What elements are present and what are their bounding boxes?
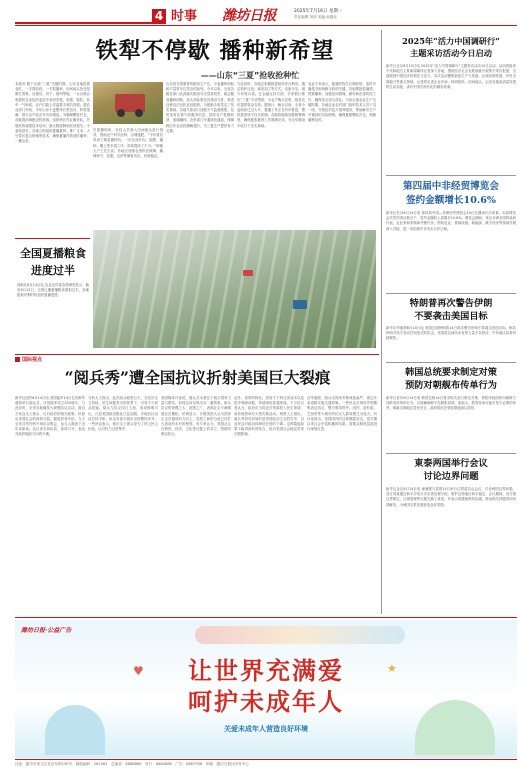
story4-body: 新华社首尔6月14日电 韩国总统14日要求相关部门制定对策，预防民间团体向朝鲜方向散发传单的行为，以缓解朝鲜半岛紧张局势。他表示，散发传单可能引发不必要的冲突，威胁边境地区居民安全，政府将依法采取措施加以管控。 bbox=[386, 396, 516, 411]
paper-name-logo: 潍坊日报 bbox=[222, 8, 276, 24]
right-divider bbox=[386, 175, 516, 176]
harvester-wheel bbox=[135, 109, 143, 117]
masthead-rule bbox=[15, 25, 517, 26]
section-name: 时事 bbox=[171, 9, 198, 24]
masthead bbox=[0, 0, 530, 30]
section-tag-marker bbox=[15, 357, 20, 362]
banner-logo: 潍坊日报·公益广告 bbox=[21, 627, 72, 634]
feature-body-col1: 新华社纽约6月14日电 美国陆军14日在首都华盛顿举行阅兵式，庆祝陆军成立250周年。与此同时，全美各地爆发大规模抗议活动，数百万民众走上街头，反对政府的相关政策，折射出美国社会的深刻分裂。据组织者介绍，当天全美共有约两千场抗议集会，参与人数创下近年来新高。抗议者手持标语，高呼口号，表达对政府施政方向的不满。 bbox=[15, 396, 85, 437]
banner-star-icon: ★ bbox=[387, 662, 397, 675]
banner-ribbon bbox=[195, 626, 405, 644]
banner-slogan-2: 呵护未成年人 bbox=[188, 687, 344, 716]
story4-title: 韩国总统要求制定对策 bbox=[405, 367, 497, 378]
story1-body: 新华社北京6月15日电 2025年“活力中国调研行”主题采访活动15日启动。活动将组织中央和地方主要新闻媒体记者深入各地，围绕经济社会发展成就开展集中采访报道，全面展现中国经济的韧性与活力。本次活动聚焦新质生产力发展、区域协调发展、乡村全面振兴等重点领域，记者将走进企业车间、科研院所、田间地头，记录各地高质量发展的生动实践，讲好中国式现代化的精彩故事。 bbox=[386, 64, 516, 89]
banner-slogan-1: 让世界充满爱 bbox=[188, 656, 344, 685]
photo-caption-body: 国新社6月13日电 农业农村部农情调度显示，截至6月12日，全国已播夏播粮食面积过半，各地抢抓有利时机加快夏播进度。 bbox=[17, 283, 89, 298]
photo-caption-title: 全国夏播粮食进度过半 bbox=[20, 247, 86, 277]
right-story-1 bbox=[386, 30, 516, 175]
story1-title: 2025年“活力中国调研行” bbox=[402, 36, 500, 46]
masthead-rule-left bbox=[15, 22, 165, 24]
field-photo bbox=[93, 230, 376, 348]
tractor-shape bbox=[243, 270, 253, 276]
story3-body: 新华社华盛顿6月14日电 美国总统特朗普14日再次警告伊朗不要袭击美国目标，称若伊朗对美方发动任何形式的攻击，美国将以前所未有的力量予以回应。中东地区局势持续紧张。 bbox=[386, 326, 516, 341]
tractor-shape bbox=[293, 300, 307, 309]
harvester-photo bbox=[93, 82, 163, 124]
story3-title: 特朗普再次警告伊朗 bbox=[409, 298, 493, 309]
right-story-4 bbox=[386, 365, 516, 453]
feature-body-col3: 美国媒体评论说，阅兵式本意在于展示国家力量与团结，但现实却呈现出另一番景象。街头抗议的规模之大、范围之广，表明社会不满情绪正在累积。民调显示，多数美国人认为国家正走在错误的方向上，党派之间的分歧已经扩大到前所未有的程度。有专家认为，美国社会在移民、经济、文化等议题上的对立，短期内难以弥合。 bbox=[161, 396, 231, 437]
lead-body-col4: 与此同时，各地还积极推进秸秆综合利用，通过秸秆还田、离田加工等方式，变废为宝，减少环境污染。在金融支持方面，多家银行推出“三夏”专项贷款，为农户购买农资、租赁农机提供资金支持。据统计，截至目前，全省小麦收获已过大半，夏播工作正在有序推进，整体进度快于往年同期。各地将继续加强统筹调度，确保夏收夏种工作圆满完成，为全年粮食丰收打下坚实基础。 bbox=[237, 82, 305, 128]
public-service-banner bbox=[15, 620, 517, 758]
page-number: 4 bbox=[152, 9, 166, 24]
story1-subtitle: 主题采访活动今日启动 bbox=[410, 48, 492, 58]
right-story-5 bbox=[386, 456, 516, 614]
harvester-wheel bbox=[117, 109, 125, 117]
lead-body-col5: 农业专家表示，夏播作物生长期较短，适时早播是夺取秋粮丰收的关键。各地要抢抓墒情，抓紧播种，加强田间管理，做好病虫害防控工作，确保苗全苗匀苗壮。当前正值农业生产关键时期，各地农业农村部门组织技术人员下沉一线，开展包村包片指导服务，帮助解决生产中遇到的实际困难，确保夏粮颗粒归仓、秋粮播种及时。 bbox=[308, 82, 376, 123]
banner-top-rule bbox=[15, 617, 517, 618]
photo-caption-box bbox=[15, 238, 90, 346]
date-line: 2025年7月16日 星期一 bbox=[294, 9, 343, 14]
right-story-3 bbox=[386, 296, 516, 362]
right-divider bbox=[386, 293, 516, 294]
story4-subtitle: 预防对朝舰布传单行为 bbox=[405, 380, 497, 391]
story2-subtitle: 签约金额增长10.6% bbox=[405, 195, 497, 206]
footer-text: 社址：潍坊市奎文区北宫东街130号 邮政编码：261061 总编室：8886866 发行：8884686 广告：8887938 印刷：潍坊日报社印务中心 bbox=[15, 762, 249, 766]
right-story-2 bbox=[386, 178, 516, 293]
section-tag-rule bbox=[15, 354, 379, 355]
column-divider bbox=[381, 30, 382, 614]
story5-title: 東泰两国举行会议 bbox=[414, 458, 488, 469]
feature-body-col2: 分析人士指出，此次阅兵耗资巨大，在经济压力持续、民生问题突出的背景下，引发不少民众质疑。阅兵与抗议同日上演，形成鲜明对比，凸显美国政治极化日益加剧。多地抗议活动总体平和，但也有部分城市出现警民冲突。一些民众表示，他们走上街头是为了捍卫民主价值，反对权力过度集中。 bbox=[88, 396, 158, 432]
story5-subtitle: 讨论边界问题 bbox=[423, 471, 479, 482]
section-tag: 国际视点 bbox=[22, 357, 43, 363]
feature-body-col4: 此外，高昂的物价、居高不下的住房成本以及医疗保障问题，持续困扰普通家庭。不少抗议者认为，政府应当将更多资源投入民生领域，而非耗资举办大型庆典活动。观察人士指出，阅兵秀背后折射的是美国政治生态的失序，以及民众对政治体制信任度的下降。这种裂痕如果不能得到有效弥合，将对美国社会稳定带来长期影响。 bbox=[234, 396, 304, 437]
story2-title: 第四届中非经贸博览会 bbox=[403, 181, 499, 192]
story2-body: 新华社长沙6月14日电 第四届中国—非洲经贸博览会14日在湖南长沙闭幕。本届博览会共签约项目数百个，签约金额较上届增长10.6%。博览会期间，来自非洲多国的政府代表、企业家和采购商齐聚长沙，围绕农业、基础设施、新能源、数字经济等领域开展深入对接，进一步拓展中非务实合作空间。 bbox=[386, 211, 516, 231]
editor-line: 责任编辑 刘萍 美编 孙继业 bbox=[294, 15, 337, 19]
footer-rule bbox=[15, 759, 517, 760]
right-divider bbox=[386, 453, 516, 454]
banner-heart-icon: ♥ bbox=[133, 664, 144, 678]
right-divider bbox=[386, 362, 516, 363]
lead-body-col1: 本报讯 眼下正值“三夏”关键时期，山东各地抢抓农时，一手抓收获，一手抓播种，田间地头处处是繁忙景象。在潍坊、济宁、德州等地，一台台联合收割机在金色的麦浪中来回穿梭，收割、脱粒、装车一气呵成，农户们脸上洋溢着丰收的喜悦。据农业部门介绍，今年山东小麦整体长势良好，籽粒饱满，预计亩产较去年有所增加。为确保颗粒归仓，各地提前调配农机资源，组织跨区作业服务队，开展机收减损技术培训，最大限度降低收获损失。小麦收获后，各地立即组织夏播夏种，推广玉米、大豆带状复合种植等技术，确保夏播作物适时播种、一播全苗。 bbox=[15, 82, 90, 144]
story5-body: 新华社金边6月14日电 東埔寨与泰国14日举行边界委员会会议，讨论两国边界问题。双方同意通过和平对话方式妥善处理分歧，维护边境地区和平稳定。会议期间，双方就边界勘定、边境管理等议题交换了意见，并表示将继续保持沟通，推动相关问题得到妥善解决，为两国关系发展营造良好氛围。 bbox=[386, 487, 516, 507]
lead-subhead: ——山东“三夏”抢收抢种忙 bbox=[200, 71, 300, 80]
story3-subtitle: 不要袭击美国目标 bbox=[414, 311, 488, 322]
lead-body-col2: 在夏播现场，农技人员深入田间地头进行指导，帮助农户科学选种、合理施肥。“今年我们采用了精量播种机，一次完成开沟、施肥、播种、覆土等多道工序，效率提高了不少。”种粮大户王先生说。各地还加强农资供应保障，确保种子、化肥、农药等储备充足、价格稳定。 bbox=[93, 128, 163, 159]
feature-body-col5: 在华盛顿，阅兵式现场安保戒备森严，周边多条道路实施交通管制。一些民众在现场外围聚集表达抗议，警方维持秩序。纽约、洛杉矶、芝加哥等大城市的抗议人群规模尤为庞大。有评论指出，美国国内的这种撕裂状态，是长期以来社会矛盾积累的结果，需要从制度层面进行深刻反思。 bbox=[307, 396, 377, 432]
lead-headline: 铁犁不停歇 播种新希望 bbox=[95, 38, 335, 64]
lead-body-col3: 山东是全国重要的粮食主产区，小麦播种面积和产量常年位居全国前列。今年以来，全省各级各部门认真落实粮食安全党政同责，稳定粮食播种面积，加大高标准农田建设力度，推进良种良法良机良田配套，为夏粮丰收奠定了坚实基础。各地气象部门加强天气监测预报，及时发布农事气象服务信息，指导农户抢晴收获、适墒播种。农机部门开通绿色通道，保障跨区作业农机顺畅通行，为三夏生产提供有力支撑。 bbox=[166, 82, 234, 133]
feature-headline: “阅兵秀”遭全国抗议折射美国巨大裂痕 bbox=[64, 368, 331, 387]
banner-tagline: 关爱未成年人营造良好环境 bbox=[224, 725, 308, 733]
